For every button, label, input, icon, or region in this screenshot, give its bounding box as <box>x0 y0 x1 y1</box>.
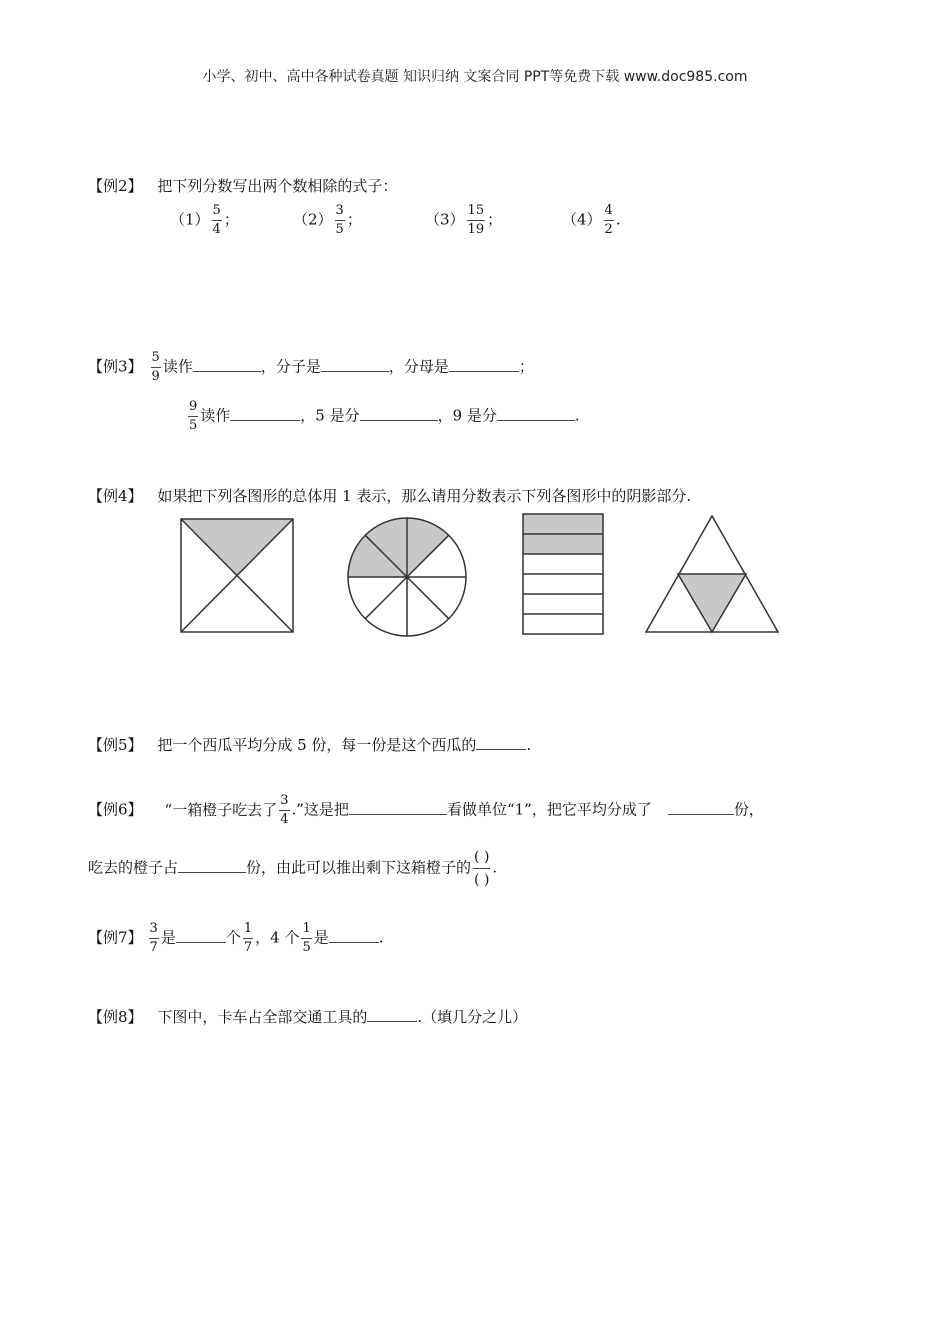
fraction <box>301 922 311 955</box>
ex5-line <box>88 734 531 755</box>
denominator: 7 <box>243 940 253 955</box>
text: ，4 个 <box>255 928 300 947</box>
denominator: 2 <box>604 222 613 237</box>
figure-circle <box>348 518 466 636</box>
answer-blank[interactable] <box>367 1007 417 1022</box>
paren-numerator[interactable]: ( ) <box>473 848 490 869</box>
ex6-line-1 <box>88 794 764 827</box>
fraction <box>243 922 253 955</box>
fraction <box>279 794 289 827</box>
punct: . <box>615 210 621 229</box>
text: 读作 <box>162 357 193 376</box>
ex5-tag: 【例5】 <box>88 736 143 754</box>
ex2-prompt: 把下列分数写出两个数相除的式子： <box>157 177 398 195</box>
answer-blank[interactable] <box>476 735 526 750</box>
text: . <box>574 406 580 425</box>
text: 份，由此可以推出剩下这箱橙子的 <box>246 858 472 877</box>
circle-shaded-region-2 <box>407 518 449 577</box>
numerator: 4 <box>604 204 614 221</box>
numerator: 5 <box>151 351 161 368</box>
numerator: 15 <box>467 204 486 221</box>
denominator: 5 <box>302 940 311 955</box>
numerator: 5 <box>212 204 222 221</box>
denominator: 5 <box>189 418 198 433</box>
text: “一箱橙子吃去了 <box>164 800 278 819</box>
text: ，5 是分 <box>300 406 360 425</box>
paren-denominator[interactable]: ( ) <box>474 872 490 888</box>
text: ，分母是 <box>388 357 449 376</box>
denominator: 4 <box>280 812 289 827</box>
answer-blank[interactable] <box>349 800 447 815</box>
text: ； <box>518 357 534 376</box>
ex7-line <box>88 922 384 955</box>
denominator: 4 <box>212 222 221 237</box>
denominator: 5 <box>335 222 344 237</box>
triangle-shaded-region <box>678 574 746 632</box>
ex4-prompt: 如果把下列各图形的总体用 1 表示，那么请用分数表示下列各图形中的阴影部分. <box>157 487 692 505</box>
ex8-text: 下图中，卡车占全部交通工具的 <box>157 1008 368 1026</box>
ex2-item-label: （3） <box>425 210 465 229</box>
punct: . <box>526 736 532 754</box>
punct: . <box>492 858 498 877</box>
answer-blank[interactable] <box>329 928 379 943</box>
punct: .（填几分之儿） <box>417 1008 528 1026</box>
figure-rectangle <box>523 514 603 634</box>
square-shaded-region <box>181 519 293 575</box>
ex3-tag: 【例3】 <box>88 357 143 376</box>
denominator: 19 <box>467 222 485 237</box>
ex2-item-label: （2） <box>293 210 333 229</box>
numerator: 3 <box>149 922 159 939</box>
answer-blank[interactable] <box>668 800 734 815</box>
text: 是 <box>160 928 176 947</box>
ex2-item-label: （1） <box>170 210 210 229</box>
text: 看做单位“1”，把它平均分成了 <box>446 800 652 819</box>
text: ，9 是分 <box>437 406 497 425</box>
numerator: 3 <box>279 794 289 811</box>
text: 读作 <box>200 406 231 425</box>
answer-blank[interactable] <box>176 928 226 943</box>
text: .”这是把 <box>291 800 349 819</box>
punct: . <box>378 928 384 947</box>
ex5-text: 把一个西瓜平均分成 5 份，每一份是这个西瓜的 <box>157 736 477 754</box>
denominator: 7 <box>149 940 158 955</box>
answer-blank[interactable] <box>178 858 246 873</box>
text: 个 <box>225 928 241 947</box>
text: 是 <box>313 928 329 947</box>
numerator: 9 <box>188 400 198 417</box>
ex8-line <box>88 1006 527 1027</box>
paren-fraction[interactable] <box>473 848 490 889</box>
figure-triangle <box>646 516 778 632</box>
ex6-line-2 <box>88 848 497 889</box>
fraction <box>149 922 159 955</box>
text: 吃去的橙子占 <box>88 858 179 877</box>
denominator: 9 <box>151 369 160 384</box>
numerator: 1 <box>301 922 311 939</box>
text: 份， <box>733 800 764 819</box>
figure-square <box>181 519 293 632</box>
page-header: 小学、初中、高中各种试卷真题 知识归纳 文案合同 PPT等免费下载 www.doc985.com <box>202 69 748 85</box>
numerator: 1 <box>243 922 253 939</box>
ex2-tag: 【例2】 <box>88 177 143 195</box>
numerator: 3 <box>335 204 345 221</box>
ex4-tag: 【例4】 <box>88 487 143 505</box>
punct: ； <box>346 210 362 229</box>
ex2-item-label: （4） <box>562 210 602 229</box>
punct: ； <box>223 210 239 229</box>
text: ，分子是 <box>260 357 321 376</box>
punct: ； <box>487 210 503 229</box>
ex7-tag: 【例7】 <box>88 928 143 947</box>
ex6-tag: 【例6】 <box>88 800 143 819</box>
ex8-tag: 【例8】 <box>88 1008 143 1026</box>
